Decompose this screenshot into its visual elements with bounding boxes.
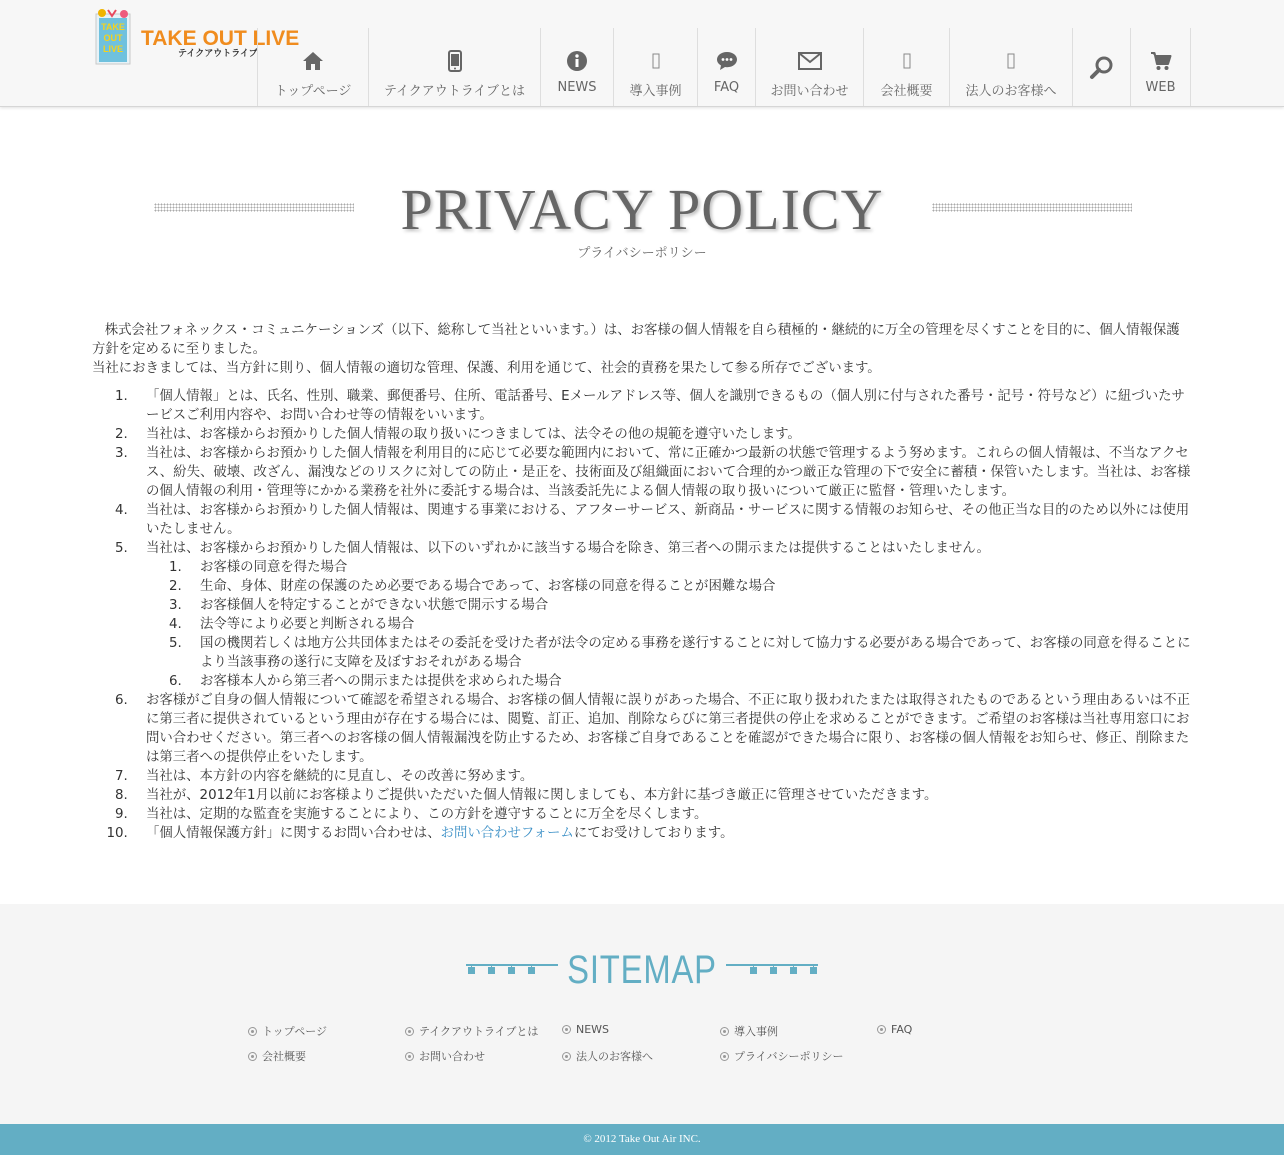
policy-item: 9. 当社は、定期的な監査を実施することにより、この方針を遵守することに万全を尽くします。 — [132, 805, 1192, 824]
policy-item: 7. 当社は、本方針の内容を継続的に見直し、その改善に努めます。 — [132, 767, 1192, 786]
policy-sub-item: 4. 法令等により必要と判断される場合 — [186, 615, 1192, 634]
circle-bullet-icon — [562, 1025, 571, 1034]
nav-item-about[interactable] — [368, 28, 540, 106]
info-icon — [566, 46, 588, 76]
policy-item: 10. 「個人情報保護方針」に関するお問い合わせは、お問い合わせフォームにてお受けしております。 — [132, 824, 1192, 843]
envelope-icon — [798, 46, 822, 76]
nav-item-business[interactable] — [949, 28, 1072, 106]
policy-item: 1. 「個人情報」とは、氏名、性別、職業、郵便番号、住所、電話番号、Eメールアドレス等、個人を識別できるもの（個人別に付与された番号・記号・符号など）に紐づいたサービスご利用内容や、お問い合わせ等の情報をいいます。 — [132, 387, 1192, 425]
company-icon — [903, 46, 911, 76]
policy-sub-list — [146, 558, 1192, 691]
page-title-block — [0, 175, 1284, 275]
nav-label: NEWS — [557, 80, 597, 95]
chat-bubble-icon — [716, 46, 738, 76]
policy-sub-item: 5. 国の機関若しくは地方公共団体またはその委託を受けた者が法令の定める事務を遂行することに対して協力する必要がある場合であって、お客様の同意を得ることにより当該事務の遂行に支障を及ぼすおそれがある場合 — [186, 634, 1192, 672]
site-logo[interactable] — [90, 8, 300, 68]
nav-label: 会社概要 — [880, 84, 933, 99]
search-button[interactable] — [1072, 28, 1130, 106]
nav-item-company[interactable] — [863, 28, 949, 106]
svg-text:LIVE: LIVE — [102, 44, 124, 54]
circle-bullet-icon — [405, 1052, 414, 1061]
sitemap-link-privacy[interactable]: プライバシーポリシー — [720, 1048, 843, 1064]
svg-text:OUT: OUT — [103, 33, 123, 43]
contact-form-link[interactable]: お問い合わせフォーム — [440, 826, 574, 841]
privacy-policy-content — [92, 321, 1192, 843]
circle-bullet-icon — [720, 1052, 729, 1061]
sitemap-link-cases[interactable]: 導入事例 — [720, 1023, 778, 1039]
nav-label: 法人のお客様へ — [965, 84, 1057, 99]
nav-label: 導入事例 — [629, 84, 682, 99]
business-icon — [1007, 46, 1015, 76]
sitemap-link-company[interactable]: 会社概要 — [248, 1048, 306, 1064]
nav-item-contact[interactable] — [755, 28, 863, 106]
sitemap-link-business[interactable]: 法人のお客様へ — [562, 1048, 653, 1064]
circle-bullet-icon — [248, 1027, 257, 1036]
sitemap-link-about[interactable]: テイクアウトライブとは — [405, 1023, 538, 1039]
circle-bullet-icon — [877, 1025, 886, 1034]
cart-icon — [1150, 46, 1172, 76]
sitemap-link-top[interactable]: トップページ — [248, 1023, 327, 1039]
circle-bullet-icon — [405, 1027, 414, 1036]
circle-bullet-icon — [720, 1027, 729, 1036]
circle-bullet-icon — [562, 1052, 571, 1061]
sitemap-link-contact[interactable]: お問い合わせ — [405, 1048, 485, 1064]
page-subtitle: プライバシーポリシー — [577, 246, 707, 261]
nav-label: トップページ — [274, 84, 352, 99]
smartphone-icon — [448, 46, 462, 76]
sitemap-link-news[interactable]: NEWS — [562, 1023, 609, 1036]
circle-bullet-icon — [248, 1052, 257, 1061]
copyright-text: © 2012 Take Out Air INC. — [583, 1133, 701, 1145]
nav-label: WEB — [1145, 80, 1176, 95]
sitemap-link-faq[interactable]: FAQ — [877, 1023, 912, 1036]
logo-graphic — [90, 8, 300, 68]
policy-sub-item: 2. 生命、身体、財産の保護のため必要である場合であって、お客様の同意を得ることが困難な場合 — [186, 577, 1192, 596]
site-header — [0, 0, 1284, 107]
nav-item-cases[interactable] — [613, 28, 697, 106]
policy-item: 2. 当社は、お客様からお預かりした個人情報の取り扱いにつきましては、法令その他の規範を遵守いたします。 — [132, 425, 1192, 444]
nav-item-top[interactable] — [257, 28, 368, 106]
policy-item: 4. 当社は、お客様からお預かりした個人情報は、関連する事業における、アフターサービス、新商品・サービスに関する情報のお知らせ、その他正当な目的のため以外には使用いたしません。 — [132, 501, 1192, 539]
policy-intro-2: 当社におきましては、当方針に則り、個人情報の適切な管理、保護、利用を通じて、社会的責務を果たして参る所存でございます。 — [92, 361, 881, 376]
sitemap-decoration-right — [726, 962, 818, 978]
policy-sub-item: 1. お客様の同意を得た場合 — [186, 558, 1192, 577]
svg-text:テイクアウトライブ: テイクアウトライブ — [178, 49, 258, 59]
main-nav — [257, 28, 1191, 106]
case-icon — [652, 46, 660, 76]
policy-list — [92, 387, 1192, 843]
site-footer — [0, 1124, 1284, 1155]
nav-label: お問い合わせ — [770, 84, 849, 99]
policy-item: 8. 当社が、2012年1月以前にお客様よりご提供いただいた個人情報に関しましても、本方針に基づき厳正に管理させていただきます。 — [132, 786, 1192, 805]
nav-item-faq[interactable] — [697, 28, 755, 106]
nav-label: FAQ — [713, 80, 740, 95]
svg-text:TAKE OUT LIVE: TAKE OUT LIVE — [141, 27, 300, 50]
policy-intro: 株式会社フォネックス・コミュニケーションズ（以下、総称して当社といいます。）は、お客様の個人情報を自ら積極的・継続的に万全の管理を尽くすことを目的に、個人情報保護方針を定めるに至りました。 — [92, 323, 1180, 357]
search-icon — [1090, 52, 1114, 82]
svg-text:TAKE: TAKE — [101, 22, 125, 32]
policy-sub-item: 6. お客様本人から第三者への開示または提供を求められた場合 — [186, 672, 1192, 691]
policy-item: 5. 当社は、お客様からお預かりした個人情報は、以下のいずれかに該当する場合を除き、第三者への開示または提供することはいたしません。 1. お客様の同意を得た場合 2. 生命、身体、財産の保護のため必要である場合であって、お客様の同意を得ることが困難な場合 3. お客様個人を特定することができない状態で開示する場合 4. 法令等により必要と判断される場合 5. 国の機関若しくは地方公共団体またはその委託を受けた者が法令の定める事務を遂行することに対して協力する必要がある場合であって、お客様の同意を得ることにより当該事務の遂行に支障を及ぼすおそれがある場合 6. お客様本人から第三者への開示または提供を求められた場合 — [132, 539, 1192, 691]
nav-label: テイクアウトライブとは — [383, 84, 526, 99]
sitemap-title: SITEMAP — [567, 948, 717, 992]
policy-item: 6. お客様がご自身の個人情報について確認を希望される場合、お客様の個人情報に誤りがあった場合、不正に取り扱われたまたは取得されたものであるという理由あるいは不正に第三者に提供されているという理由が存在する場合には、閲覧、訂正、追加、削除ならびに第三者提供の停止を求めることができます。ご希望のお客様は当社専用窓口にお問い合わせください。第三者へのお客様の個人情報漏洩を防止するため、お客様ご自身であることを確認ができた場合に限り、お客様の個人情報をお知らせ、修正、削除または第三者への提供停止をいたします。 — [132, 691, 1192, 767]
home-icon — [302, 46, 324, 76]
page-title: PRIVACY POLICY — [400, 177, 884, 242]
nav-item-web[interactable] — [1130, 28, 1191, 106]
nav-item-news[interactable] — [540, 28, 613, 106]
sitemap-section — [0, 904, 1284, 1124]
policy-item: 3. 当社は、お客様からお預かりした個人情報を利用目的に応じて必要な範囲内において、常に正確かつ最新の状態で管理するよう努めます。これらの個人情報は、不当なアクセス、紛失、破壊、改ざん、漏洩などのリスクに対しての防止・是正を、技術面及び組織面において合理的かつ厳正な管理の下で安全に蓄積・保管いたします。当社は、お客様の個人情報の利用・管理等にかかる業務を社外に委託する場合は、当該委託先による個人情報の取り扱いについて厳正に監督・管理いたします。 — [132, 444, 1192, 501]
policy-sub-item: 3. お客様個人を特定することができない状態で開示する場合 — [186, 596, 1192, 615]
